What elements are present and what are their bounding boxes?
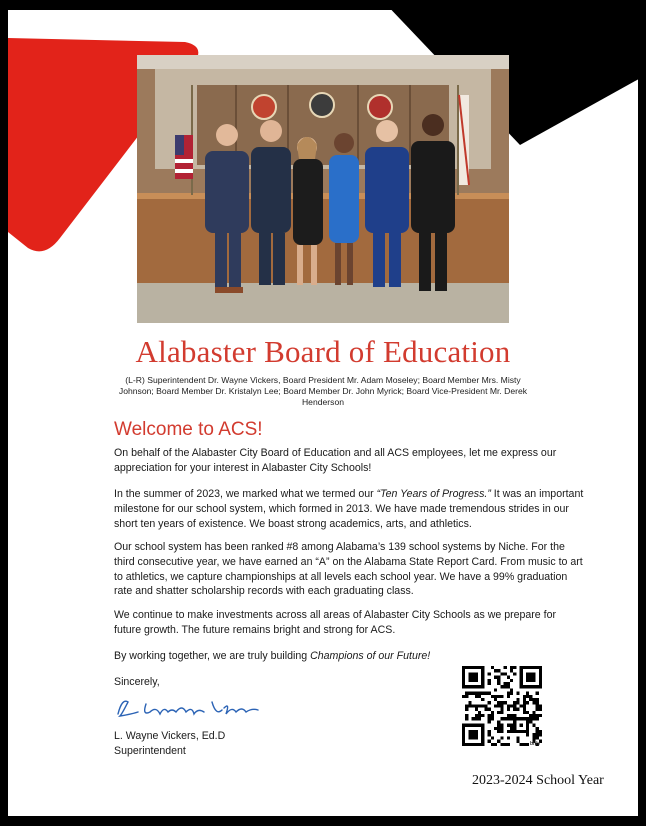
closing: Sincerely, — [114, 676, 160, 688]
letter-paragraph-3: Our school system has been ranked #8 among Alabama’s 139 school systems by Niche. For the third consecutive year, we have earned an “A” on the Alabama State Report Card. From music to art to athletics, we capture championships at all levels each school year. We have a 99% graduation rate and shatter scholarship records with each graduating class. — [114, 541, 583, 598]
champions-phrase: Champions of our Future! — [310, 650, 431, 662]
letter-paragraph-5-text: By working together, we are truly building — [114, 650, 311, 662]
letter-paragraph-2 — [114, 487, 584, 531]
qr-code-icon[interactable] — [462, 666, 542, 746]
signature — [112, 694, 262, 722]
signer-title: Superintendent — [114, 744, 186, 757]
letter-paragraph-2-text-a: In the summer of 2023, we marked what we termed our — [114, 488, 377, 500]
signer-block — [114, 729, 225, 759]
board-members-photo — [137, 55, 509, 323]
page-title: Alabaster Board of Education — [135, 334, 511, 369]
welcome-heading: Welcome to ACS! — [114, 419, 263, 440]
qr-shortlink-label: bitly — [530, 741, 541, 747]
signer-name: L. Wayne Vickers, Ed.D — [114, 730, 226, 742]
photo-caption: (L-R) Superintendent Dr. Wayne Vickers, Board President Mr. Adam Moseley; Board Member Mrs. Misty Johnson; Board Member Dr. Kristalyn Lee; Board Member Dr. John Myrick; Board Vice-President Mr. Derek Henderson — [118, 375, 528, 408]
letter-paragraph-4: We continue to make investments across all areas of Alabaster City Schools as we prepare for future growth. The future remains bright and strong for ACS. — [114, 609, 557, 636]
letter-paragraph-1: On behalf of the Alabaster City Board of Education and all ACS employees, let me express our appreciation for your interest in Alabaster City Schools! — [114, 447, 557, 474]
letter-paragraph-2-text-b: It was an important milestone for our school system, which formed in 2013. We have made tremendous strides in our short ten years of existence. We boast strong academics, arts, and athletics. — [114, 488, 584, 530]
ten-years-of-progress-phrase: “Ten Years of Progress.” — [376, 488, 491, 500]
school-year-label: 2023-2024 School Year — [472, 773, 604, 788]
letter-paragraph-5 — [114, 649, 584, 664]
